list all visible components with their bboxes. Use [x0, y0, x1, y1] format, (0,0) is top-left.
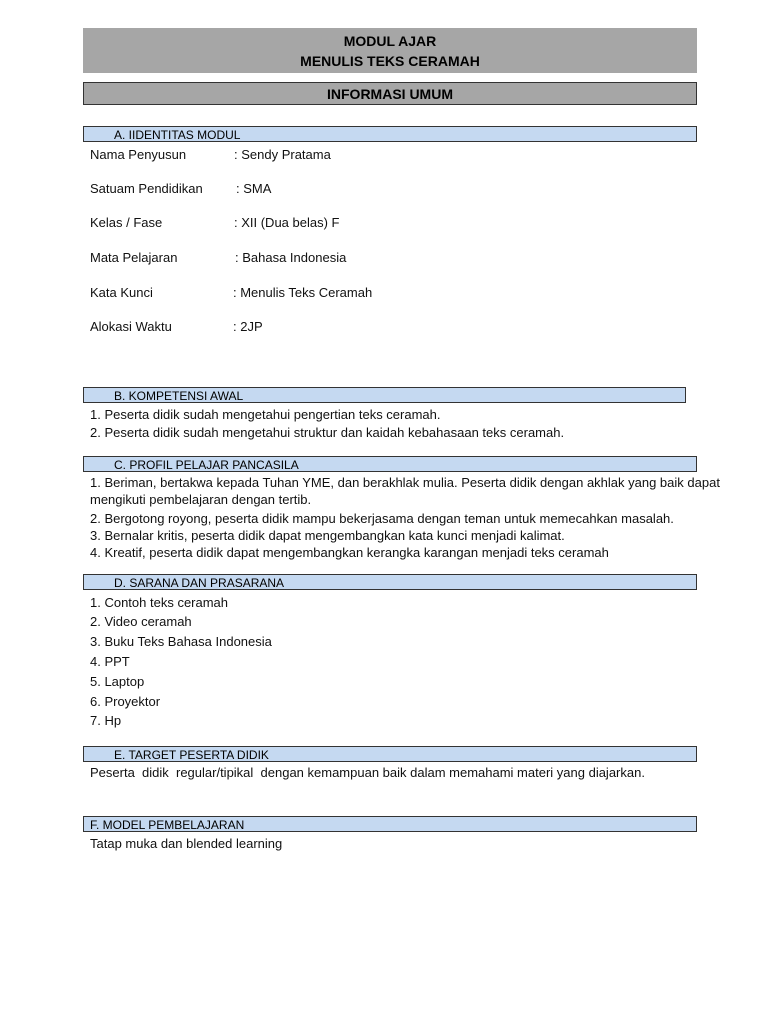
- identity-label: Nama Penyusun: [90, 147, 187, 162]
- list-item: 6. Proyektor: [90, 694, 161, 709]
- target-text: Peserta didik regular/tipikal dengan kemampuan baik dalam memahami materi yang diajarkan.: [90, 765, 645, 780]
- section-target-header: [83, 746, 697, 762]
- list-item: 4. PPT: [90, 654, 130, 669]
- identity-value: : Sendy Pratama: [234, 147, 331, 162]
- module-title: MODUL AJAR: [343, 32, 437, 49]
- identity-label: Alokasi Waktu: [90, 319, 172, 334]
- section-model-title: F. MODEL PEMBELAJARAN: [90, 818, 245, 832]
- list-item: 3. Buku Teks Bahasa Indonesia: [90, 634, 272, 649]
- list-item: 2. Peserta didik sudah mengetahui struktur dan kaidah kebahasaan teks ceramah.: [90, 425, 565, 440]
- list-item: 3. Bernalar kritis, peserta didik dapat mengembangkan kata kunci menjadi kalimat.: [90, 528, 565, 543]
- general-info-label: INFORMASI UMUM: [327, 85, 453, 102]
- section-kompetensi-header: [83, 387, 686, 403]
- list-item: 1. Peserta didik sudah mengetahui pengertian teks ceramah.: [90, 407, 441, 422]
- identity-value: : SMA: [236, 181, 272, 196]
- identity-value: : Menulis Teks Ceramah: [233, 285, 373, 300]
- identity-label: Kata Kunci: [90, 285, 153, 300]
- section-sarana-title: D. SARANA DAN PRASARANA: [114, 576, 285, 590]
- section-kompetensi-title: B. KOMPETENSI AWAL: [114, 389, 244, 403]
- section-identitas-title: A. IIDENTITAS MODUL: [114, 128, 241, 142]
- identity-value: : 2JP: [233, 319, 263, 334]
- list-item: 4. Kreatif, peserta didik dapat mengembangkan kerangka karangan menjadi teks ceramah: [90, 545, 609, 560]
- list-item: 5. Laptop: [90, 674, 145, 689]
- identity-value: : Bahasa Indonesia: [235, 250, 347, 265]
- section-target-title: E. TARGET PESERTA DIDIK: [114, 748, 269, 762]
- list-item: 2. Video ceramah: [90, 614, 192, 629]
- model-text: Tatap muka dan blended learning: [90, 836, 283, 851]
- identity-value: : XII (Dua belas) F: [234, 215, 340, 230]
- general-info-heading: [83, 82, 697, 105]
- section-profil-header: [83, 456, 697, 472]
- list-item: 7. Hp: [90, 713, 122, 728]
- section-sarana-header: [83, 574, 697, 590]
- identity-label: Kelas / Fase: [90, 215, 163, 230]
- identity-label: Satuam Pendidikan: [90, 181, 203, 196]
- section-identitas-header: [83, 126, 697, 142]
- list-item: 1. Beriman, bertakwa kepada Tuhan YME, dan berakhlak mulia. Peserta didik dengan akhlak yang baik dapat mengikuti pembelajaran dengan tertib.: [90, 475, 720, 507]
- section-profil-title: C. PROFIL PELAJAR PANCASILA: [114, 458, 299, 472]
- list-item: 1. Contoh teks ceramah: [90, 595, 229, 610]
- module-title-box: [83, 28, 697, 73]
- list-item: 2. Bergotong royong, peserta didik mampu bekerjasama dengan teman untuk memecahkan masalah.: [90, 511, 674, 526]
- section-model-header: [83, 816, 697, 832]
- identity-label: Mata Pelajaran: [90, 250, 178, 265]
- module-subtitle: MENULIS TEKS CERAMAH: [300, 52, 480, 69]
